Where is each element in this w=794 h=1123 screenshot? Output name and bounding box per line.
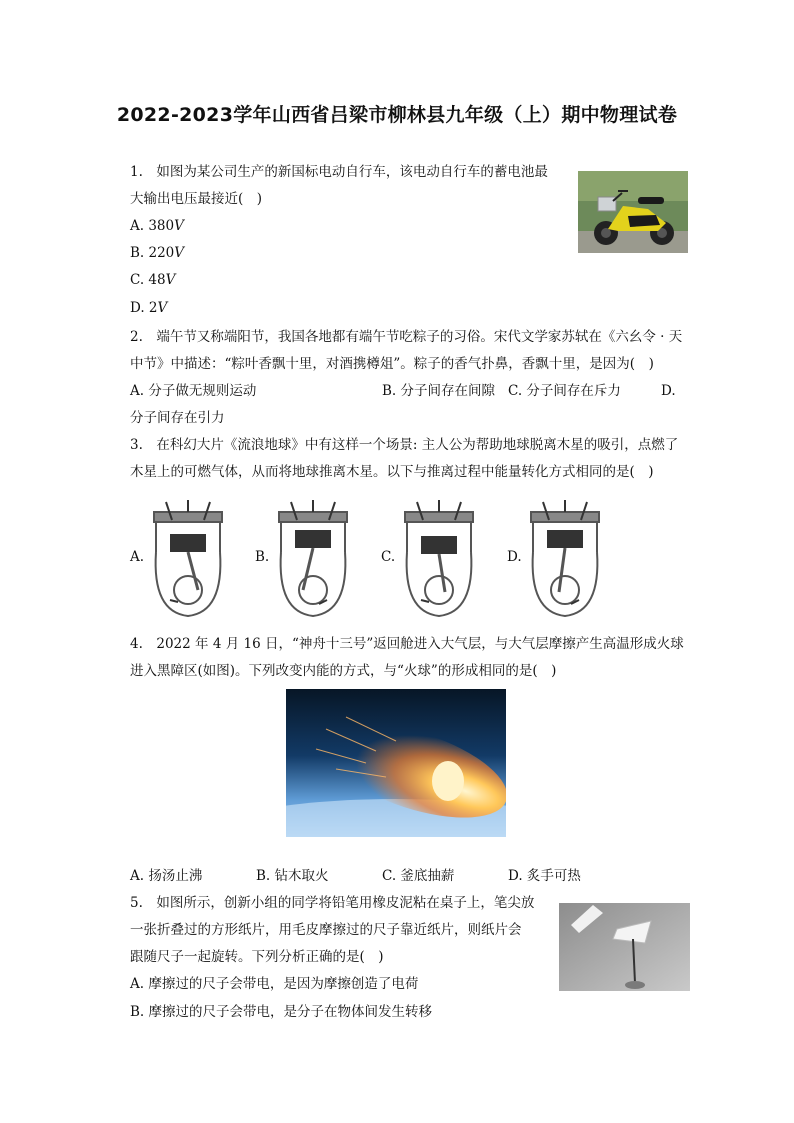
q4-line2: 进入黑障区(如图)。下列改变内能的方式，与“火球”的形成相同的是( ) [130,663,557,679]
ebike-photo [578,171,688,253]
q1-line1: 1. 如图为某公司生产的新国标电动自行车，该电动自行车的蓄电池最 [130,164,548,180]
page-title: 2022-2023学年山西省吕梁市柳林县九年级（上）期中物理试卷 [116,104,678,126]
q2-line2: 中节》中描述：“粽叶香飘十里，对酒携樽俎”。粽子的香气扑鼻，香飘十里，是因为( ) [130,356,654,372]
engine-diagram-d [525,492,605,622]
q2-option-c: C. 分子间存在斥力 [508,383,621,399]
q3-option-c-label: C. [381,549,396,565]
q2-option-d-text: 分子间存在引力 [130,410,225,426]
q5-line2: 一张折叠过的方形纸片，用毛皮摩擦过的尺子靠近纸片，则纸片会 [130,922,522,938]
q1-option-b: B. 220𝑉 [130,245,185,261]
q1-line2: 大输出电压最接近( ) [130,191,263,207]
q5-line1: 5. 如图所示，创新小组的同学将铅笔用橡皮泥粘在桌子上，笔尖放 [130,895,535,911]
q4-option-c: C. 釜底抽薪 [382,868,455,884]
q3-option-b-label: B. [255,549,270,565]
reentry-fireball-photo [286,689,506,837]
q4-option-d: D. 炙手可热 [508,868,581,884]
q4-option-b: B. 钻木取火 [256,868,329,884]
q1-option-d: D. 2𝑉 [130,300,168,316]
q1-option-c: C. 48𝑉 [130,272,176,288]
q3-option-d-label: D. [507,549,522,565]
q2-option-d-label: D. [661,383,676,399]
q1-option-a: A. 380𝑉 [130,218,184,234]
q5-option-b: B. 摩擦过的尺子会带电，是分子在物体间发生转移 [130,1004,433,1020]
pencil-paper-photo [559,903,690,991]
engine-diagram-b [273,492,353,622]
q4-line1: 4. 2022 年 4 月 16 日，“神舟十三号”返回舱进入大气层，与大气层摩擦产生高温形成火球 [130,636,684,652]
q3-line1: 3. 在科幻大片《流浪地球》中有这样一个场景: 主人公为帮助地球脱离木星的吸引，点燃了 [130,437,679,453]
q5-option-a: A. 摩擦过的尺子会带电，是因为摩擦创造了电荷 [130,976,419,992]
engine-diagram-c [399,492,479,622]
q3-option-a-label: A. [130,549,145,565]
engine-diagram-a [148,492,228,622]
q2-line1: 2. 端午节又称端阳节，我国各地都有端午节吃粽子的习俗。宋代文学家苏轼在《六幺令 · 天 [130,329,683,345]
q5-line3: 跟随尺子一起旋转。下列分析正确的是( ) [130,949,384,965]
q3-line2: 木星上的可燃气体，从而将地球推离木星。以下与推离过程中能量转化方式相同的是( ) [130,464,654,480]
q4-option-a: A. 扬汤止沸 [130,868,203,884]
q2-option-b: B. 分子间存在间隙 [382,383,496,399]
q2-option-a: A. 分子做无规则运动 [130,383,257,399]
